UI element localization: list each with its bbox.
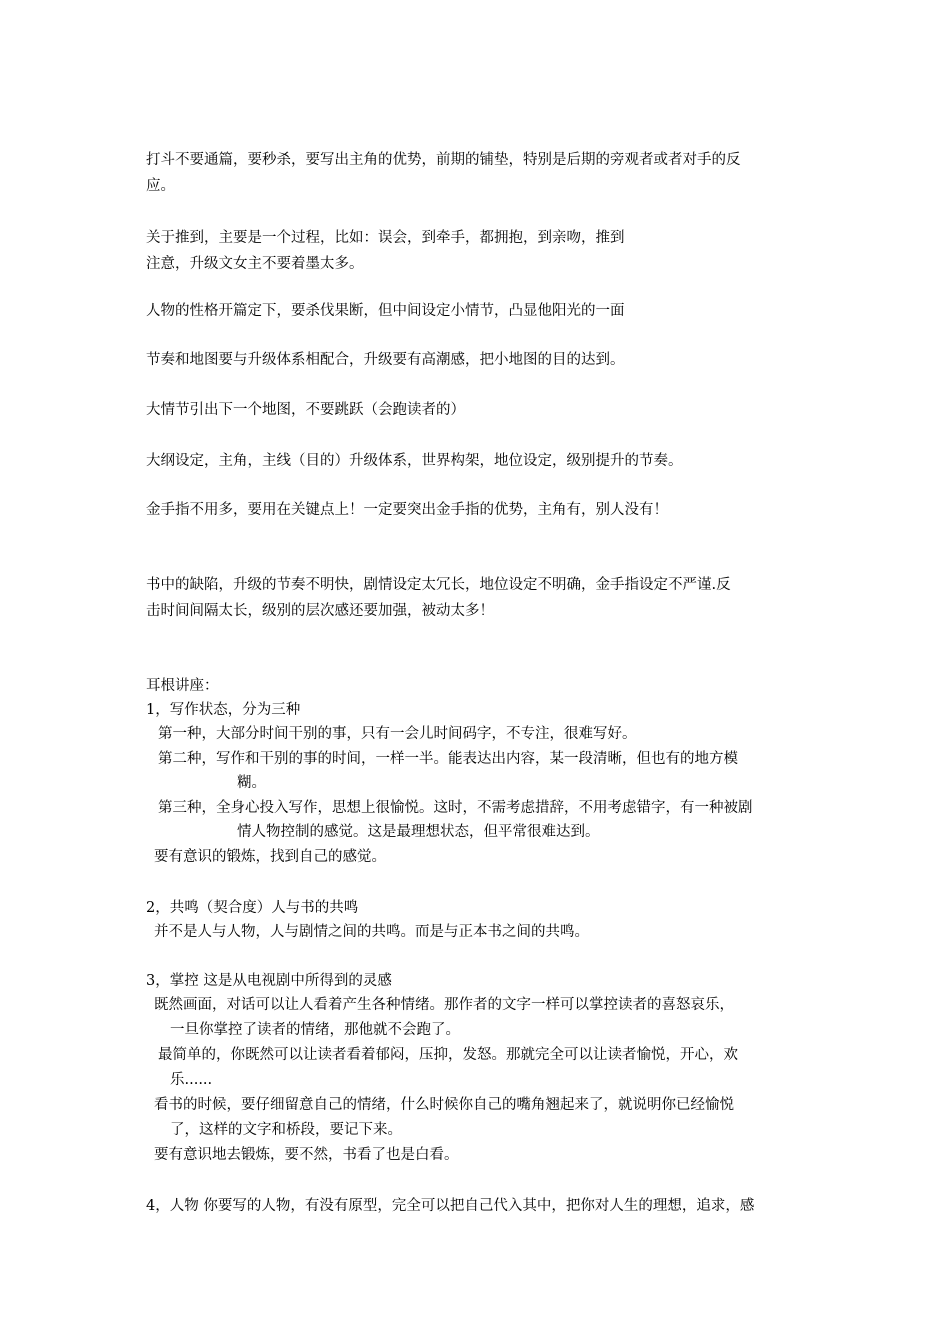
text-line: 人物的性格开篇定下，要杀伐果断，但中间设定小情节，凸显他阳光的一面: [146, 303, 625, 319]
list-item: 第一种，大部分时间干别的事，只有一会儿时间码字，不专注，很难写好。: [158, 726, 637, 742]
list-item: 看书的时候，要仔细留意自己的情绪，什么时候你自己的嘴角翘起来了，就说明你已经愉悦: [154, 1097, 734, 1113]
list-item: 要有意识地去锻炼，要不然，书看了也是白看。: [154, 1147, 459, 1163]
text-line: 大情节引出下一个地图，不要跳跃（会跑读者的）: [146, 402, 465, 418]
text-line: 击时间间隔太长，级别的层次感还要加强，被动太多！: [146, 603, 494, 619]
list-heading: 3，掌控 这是从电视剧中所得到的灵感: [146, 973, 392, 989]
section-heading: 耳根讲座：: [146, 678, 219, 694]
list-item-continuation: 了，这样的文字和桥段，要记下来。: [170, 1122, 402, 1138]
list-heading: 1，写作状态，分为三种: [146, 702, 301, 718]
list-item: 第二种，写作和干别的事的时间，一样一半。能表达出内容，某一段清晰，但也有的地方模: [158, 751, 738, 767]
list-item: 既然画面，对话可以让人看着产生各种情绪。那作者的文字一样可以掌控读者的喜怒哀乐，: [154, 997, 734, 1013]
text-line: 书中的缺陷，升级的节奏不明快，剧情设定太冗长，地位设定不明确，金手指设定不严谨.反: [146, 577, 731, 593]
list-item-continuation: 乐......: [170, 1072, 213, 1088]
list-item-continuation: 糊。: [237, 775, 266, 791]
text-line: 应。: [146, 178, 175, 194]
text-line: 大纲设定，主角，主线（目的）升级体系，世界构架，地位设定，级别提升的节奏。: [146, 453, 683, 469]
list-item: 要有意识的锻炼，找到自己的感觉。: [154, 849, 386, 865]
text-line: 注意，升级文女主不要着墨太多。: [146, 256, 364, 272]
list-heading: 2，共鸣（契合度）人与书的共鸣: [146, 900, 359, 916]
list-heading: 4，人物 你要写的人物，有没有原型，完全可以把自己代入其中，把你对人生的理想，追求，感: [146, 1198, 755, 1214]
list-item: 第三种，全身心投入写作，思想上很愉悦。这时，不需考虑措辞，不用考虑错字，有一种被剧: [158, 800, 753, 816]
list-item: 并不是人与人物，人与剧情之间的共鸣。而是与正本书之间的共鸣。: [154, 924, 589, 940]
text-line: 节奏和地图要与升级体系相配合，升级要有高潮感，把小地图的目的达到。: [146, 352, 625, 368]
list-item: 最简单的，你既然可以让读者看着郁闷，压抑，发怒。那就完全可以让读者愉悦，开心，欢: [158, 1047, 738, 1063]
text-line: 金手指不用多，要用在关键点上！一定要突出金手指的优势，主角有，别人没有！: [146, 502, 668, 518]
list-item-continuation: 情人物控制的感觉。这是最理想状态，但平常很难达到。: [237, 824, 600, 840]
text-line: 打斗不要通篇，要秒杀，要写出主角的优势，前期的铺垫，特别是后期的旁观者或者对手的反: [146, 152, 741, 168]
text-line: 关于推到，主要是一个过程，比如：误会，到牵手，都拥抱，到亲吻，推到: [146, 230, 625, 246]
list-item-continuation: 一旦你掌控了读者的情绪，那他就不会跑了。: [170, 1022, 460, 1038]
